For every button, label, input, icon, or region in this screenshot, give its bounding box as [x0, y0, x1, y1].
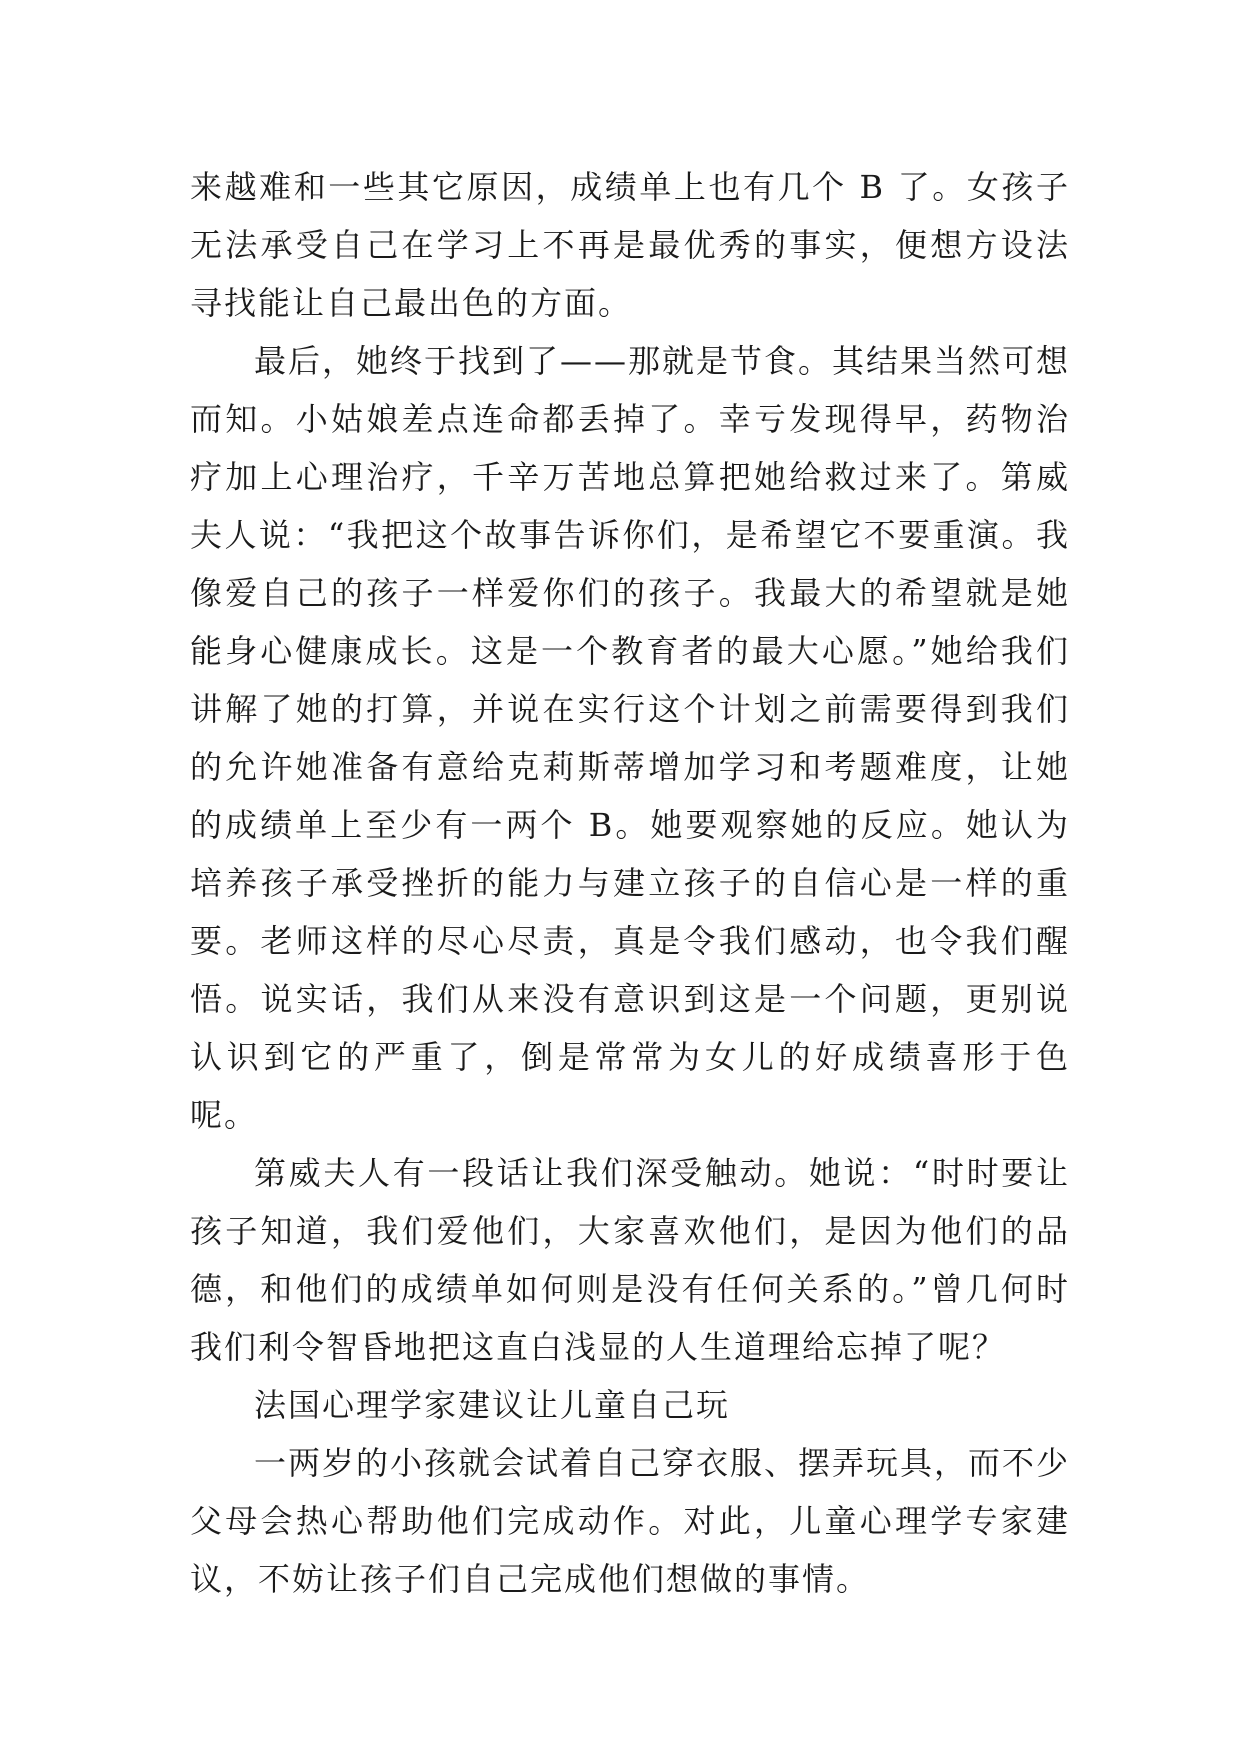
paragraph-1: 来越难和一些其它原因，成绩单上也有几个 B 了。女孩子无法承受自己在学习上不再是最优秀的事实，便想方设法寻找能让自己最出色的方面。: [190, 168, 1070, 322]
section-heading: 法国心理学家建议让儿童自己玩: [254, 1386, 731, 1424]
paragraph-4: 一两岁的小孩就会试着自己穿衣服、摆弄玩具，而不少父母会热心帮助他们完成动作。对此，儿童心理学专家建议，不妨让孩子们自己完成他们想做的事情。: [190, 1444, 1071, 1598]
body-text: [190, 158, 1070, 1608]
paragraph-3: 第威夫人有一段话让我们深受触动。她说：“时时要让孩子知道，我们爱他们，大家喜欢他们，是因为他们的品德，和他们的成绩单如何则是没有任何关系的。”曾几何时我们利令智昏地把这直白浅显的人生道理给忘掉了呢？: [190, 1154, 1070, 1366]
paragraph-2: 最后，她终于找到了——那就是节食。其结果当然可想而知。小姑娘差点连命都丢掉了。幸亏发现得早，药物治疗加上心理治疗，千辛万苦地总算把她给救过来了。第威夫人说：“我把这个故事告诉你们，是希望它不要重演。我像爱自己的孩子一样爱你们的孩子。我最大的希望就是她能身心健康成长。这是一个教育者的最大心愿。”她给我们讲解了她的打算，并说在实行这个计划之前需要得到我们的允许她准备有意给克莉斯蒂增加学习和考题难度，让她的成绩单上至少有一两个 B。她要观察她的反应。她认为培养孩子承受挫折的能力与建立孩子的自信心是一样的重要。老师这样的尽心尽责，真是令我们感动，也令我们醒悟。说实话，我们从来没有意识到这是一个问题，更别说认识到它的严重了，倒是常常为女儿的好成绩喜形于色呢。: [190, 342, 1071, 1134]
